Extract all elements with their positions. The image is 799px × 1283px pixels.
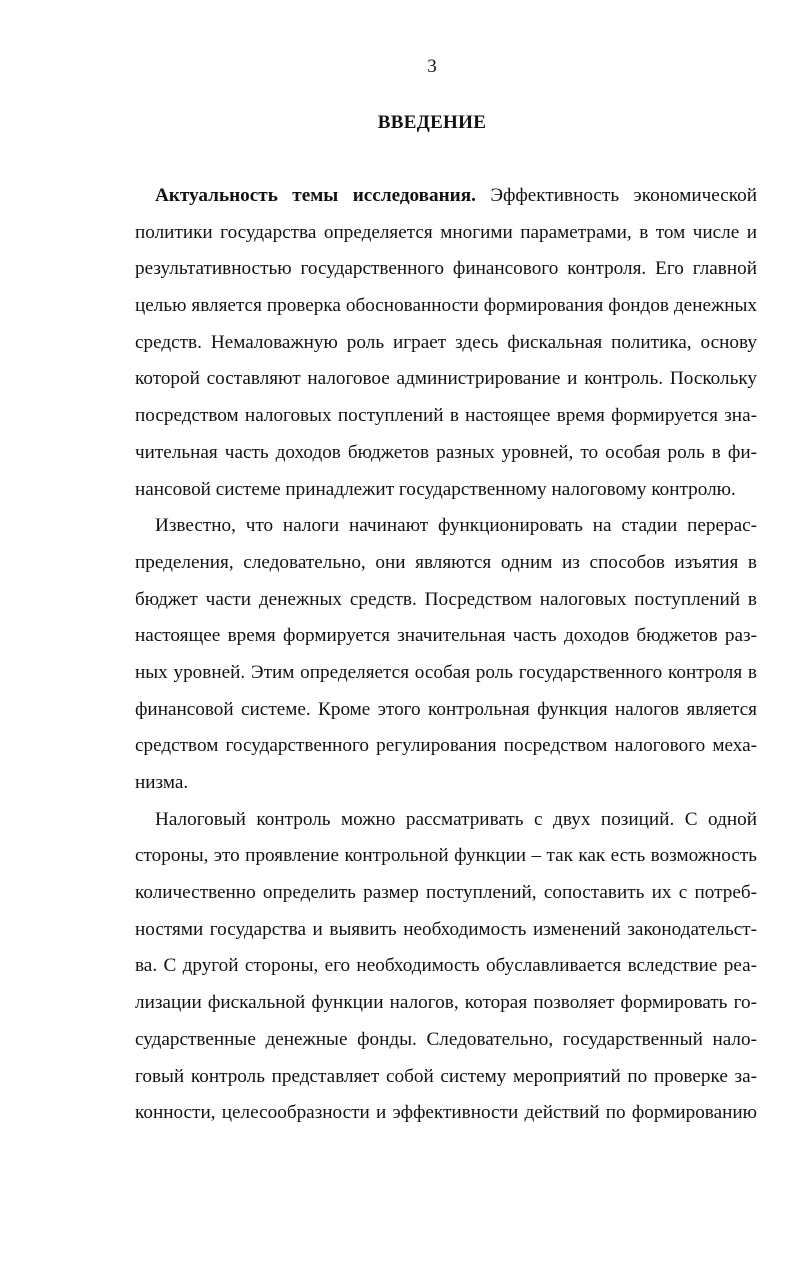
page-number: 3 — [427, 56, 437, 77]
document-body — [135, 178, 757, 1132]
text-line — [135, 178, 757, 215]
text-line: настоящее время формируется значительная часть доходов бюджетов раз- — [135, 625, 757, 647]
text-line: ностями государства и выявить необходимость изменений законодательст- — [135, 918, 757, 940]
text-line: которой составляют налоговое администрирование и контроль. Поскольку — [135, 368, 757, 390]
paragraph-2 — [135, 508, 757, 802]
paragraph-3 — [135, 802, 757, 1132]
text-line: конности, целесообразности и эффективности действий по формированию — [135, 1102, 757, 1124]
paragraph-1 — [135, 178, 757, 508]
text-line: средств. Немаловажную роль играет здесь фискальная политика, основу — [135, 331, 757, 353]
text-line: бюджет части денежных средств. Посредством налоговых поступлений в — [135, 588, 757, 610]
section-title: ВВЕДЕНИЕ — [377, 112, 487, 133]
text-line: пределения, следовательно, они являются одним из способов изъятия в — [135, 551, 757, 573]
text-fragment: Эффективность экономической — [475, 185, 757, 206]
text-line: количественно определить размер поступлений, сопоставить их с потреб- — [135, 882, 757, 904]
text-line: сударственные денежные фонды. Следовательно, государственный нало- — [135, 1028, 757, 1050]
text-line: низма. — [135, 772, 189, 793]
text-line: стороны, это проявление контрольной функции – так как есть возможность — [135, 845, 757, 867]
text-line: посредством налоговых поступлений в настоящее время формируется зна- — [135, 405, 757, 427]
paragraph-lead: Актуальность темы исследования. — [155, 185, 476, 206]
text-line: целью является проверка обоснованности формирования фондов денежных — [135, 295, 757, 317]
text-line: Налоговый контроль можно рассматривать с двух позиций. С одной — [155, 808, 757, 830]
text-line: лизации фискальной функции налогов, которая позволяет формировать го- — [135, 992, 757, 1014]
text-line: средством государственного регулирования посредством налогового меха- — [135, 735, 757, 757]
text-line: политики государства определяется многими параметрами, в том числе и — [135, 221, 757, 243]
text-line: говый контроль представляет собой систему мероприятий по проверке за- — [135, 1065, 757, 1087]
text-line: ных уровней. Этим определяется особая роль государственного контроля в — [135, 661, 757, 683]
text-line: Известно, что налоги начинают функционировать на стадии перерас- — [155, 515, 757, 537]
text-line: ва. С другой стороны, его необходимость обуславливается вследствие реа- — [135, 955, 757, 977]
text-line: результативностью государственного финансового контроля. Его главной — [135, 258, 757, 280]
text-line: чительная часть доходов бюджетов разных уровней, то особая роль в фи- — [135, 441, 757, 463]
text-line: нансовой системе принадлежит государственному налоговому контролю. — [135, 478, 736, 500]
text-line: финансовой системе. Кроме этого контрольная функция налогов является — [135, 698, 757, 720]
